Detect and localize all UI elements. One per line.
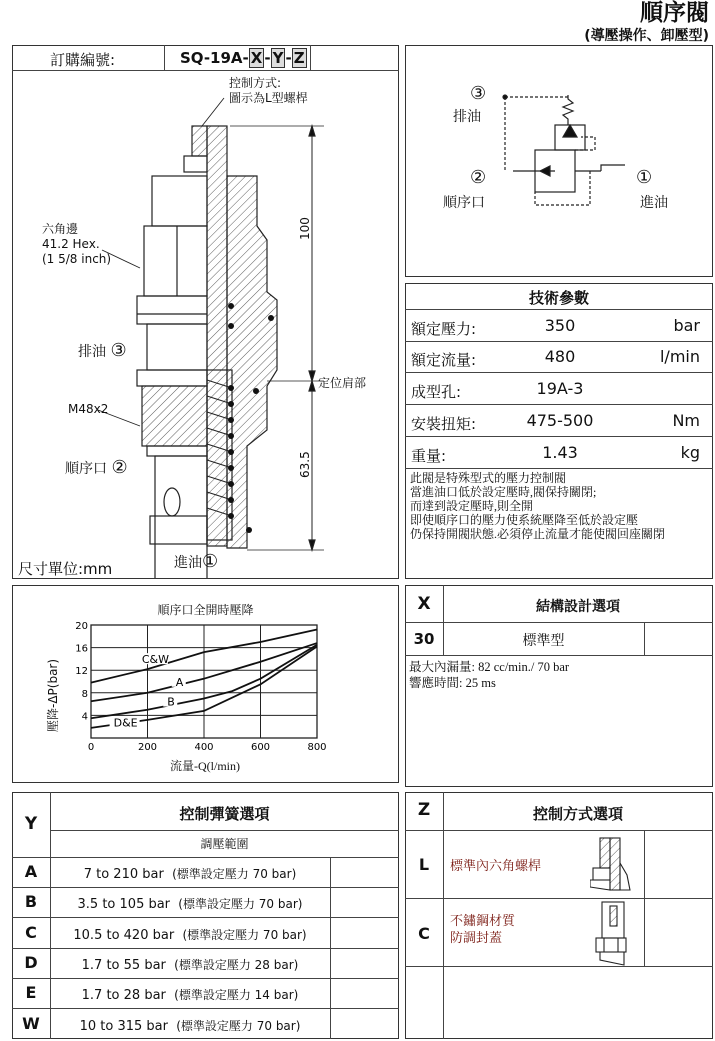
hex-screw-adjuster-icon [590,835,640,895]
x-option-label: 標準型 [522,633,565,649]
tech-param-unit: Nm [672,411,700,430]
order-code-label: 訂購編號: [50,51,116,69]
shoulder-label: 定位肩部 [318,376,367,390]
x-tick-label: 800 [307,742,327,753]
standard-setting: (標準設定壓力 70 bar) [176,1018,301,1033]
z-option-label-l: 標準內六角螺桿 [450,859,542,874]
control-method-note [229,76,308,106]
symbol-port3-label: 排油 [453,109,481,125]
tech-param-label: 成型孔: [411,383,462,401]
port-name: 進油 [174,555,202,571]
y-option-code: C [25,922,37,942]
standard-setting: (標準設定壓力 70 bar) [182,927,307,942]
description-line: 而達到設定壓時,則全開 [410,499,534,513]
hex-label: 六角邊 [42,222,79,236]
x-tick-label: 600 [250,742,271,753]
symbol-port1-label: 進油 [640,195,668,211]
pressure-range: 7 to 210 bar [83,867,164,882]
tech-param-value: 1.43 [542,443,578,462]
tech-param-label: 額定壓力: [411,320,477,338]
control-method-value: 圖示為L型螺桿 [229,91,308,105]
label-line: 防調封蓋 [450,931,503,946]
port1-label [174,551,218,572]
hex-size-inch: (1 5/8 inch) [42,252,112,266]
order-code-z: Z [293,49,305,67]
y-code-header: Y [24,814,38,834]
y-tick-label: 20 [75,621,88,632]
y-tick-label: 12 [75,666,88,678]
series-label: C&W [141,653,169,667]
chart-xlabel: 流量-Q(l/min) [170,759,240,773]
z-option-code-l: L [418,855,430,874]
series-label: D&E [113,716,138,730]
tamper-proof-cap-icon [590,900,640,966]
x-options-title: 結構設計選項 [536,599,620,615]
order-code-x: X [250,49,263,67]
standard-setting: (標準設定壓力 28 bar) [174,957,299,972]
pressure-range: 3.5 to 105 bar [77,897,171,913]
order-code-y: Y [272,49,284,67]
tech-param-unit: kg [680,443,700,462]
pressure-range: 10.5 to 420 bar [73,927,175,943]
port-number: ① [202,551,219,572]
valve-cross-section-drawing [12,70,399,578]
chart-ylabel: 壓降-ΔP(bar) [46,658,60,732]
y-option-range [50,986,330,1003]
thread-label: M48x2 [68,402,109,416]
series-label: B [167,695,175,709]
tech-param-label: 安裝扭矩: [411,415,477,433]
port-number: ③ [110,340,127,361]
page-title: 順序閥 [640,0,709,26]
tech-param-unit: bar [673,316,700,335]
y-option-range [50,1017,330,1034]
y-option-range [50,895,330,912]
tech-param-label: 重量: [411,447,447,465]
order-code [180,49,307,67]
separator: - [264,49,271,67]
control-method-label: 控制方式: [229,76,282,90]
tech-param-unit: l/min [659,347,700,366]
z-option-code-c: C [418,924,430,943]
description-line: 仍保持開閥狀態.必須停止流量才能使閥回座關閉 [410,527,666,541]
symbol-port1-number: ① [636,167,653,188]
port3-label [78,340,127,361]
port2-label [65,457,128,478]
pressure-range: 1.7 to 28 bar [81,988,166,1004]
standard-setting: (標準設定壓力 70 bar) [178,897,303,912]
port-name: 順序口 [65,461,107,477]
units-note: 尺寸單位:mm [18,560,113,578]
tech-param-label: 額定流量: [411,351,477,369]
order-code-prefix: SQ-19A- [180,49,249,67]
pressure-range: 10 to 315 bar [79,1018,168,1034]
description-line: 當進油口低於設定壓時,閥保持關閉; [410,485,597,499]
response-time-note: 響應時間: 25 ms [409,676,496,690]
separator: - [285,49,292,67]
y-option-code: W [22,1013,40,1033]
hex-note [42,222,111,267]
pressure-range: 1.7 to 55 bar [81,957,166,973]
y-option-range [50,926,330,943]
hydraulic-symbol [405,45,713,277]
y-option-code: B [24,892,38,912]
symbol-port3-number: ③ [470,83,487,104]
y-tick-label: 4 [81,711,88,723]
y-options-title: 控制彈簧選項 [179,805,270,823]
description-line: 即使順序口的壓力使系統壓降至低於設定壓 [410,513,639,527]
y-tick-label: 16 [75,643,88,655]
page-subtitle: (導壓操作、卸壓型) [584,28,709,44]
tech-param-value: 475-500 [526,411,594,430]
description-line: 此閥是特殊型式的壓力控制閥 [410,471,567,485]
x-tick-label: 400 [194,742,214,753]
port-name: 排油 [78,344,106,360]
z-option-label-c [450,913,515,947]
dimension-63-5: 63.5 [298,451,312,478]
y-tick-label: 8 [81,688,88,700]
z-options-title: 控制方式選項 [532,805,623,823]
y-option-code: D [24,952,38,972]
hex-size: 41.2 Hex. [42,237,100,251]
tech-param-value: 350 [544,316,576,335]
x-tick-label: 200 [137,742,158,753]
y-option-range [50,956,330,973]
standard-setting: (標準設定壓力 70 bar) [172,867,297,881]
tech-param-value: 19A-3 [536,379,584,398]
dimension-100: 100 [298,217,312,240]
standard-setting: (標準設定壓力 14 bar) [174,988,299,1003]
y-options-subtitle: 調壓範圍 [200,837,249,851]
x-tick-label: 0 [87,742,95,753]
y-option-code: A [24,862,38,881]
tech-title: 技術參數 [528,289,589,307]
x-code-header: X [417,594,431,614]
symbol-port2-number: ② [470,167,487,188]
z-code-header: Z [417,800,431,820]
label-line: 不鏽鋼材質 [450,914,516,929]
symbol-port2-label: 順序口 [443,195,485,211]
leakage-note: 最大內漏量: 82 cc/min./ 70 bar [409,660,570,674]
port-number: ② [111,457,128,478]
y-option-range [50,865,330,882]
x-option-notes [409,659,569,691]
x-option-code: 30 [413,630,435,648]
chart-title: 順序口全開時壓降 [157,603,254,617]
y-option-code: E [25,983,37,1003]
series-label: A [175,675,184,689]
tech-param-value: 480 [544,347,576,366]
tech-description [410,471,665,541]
